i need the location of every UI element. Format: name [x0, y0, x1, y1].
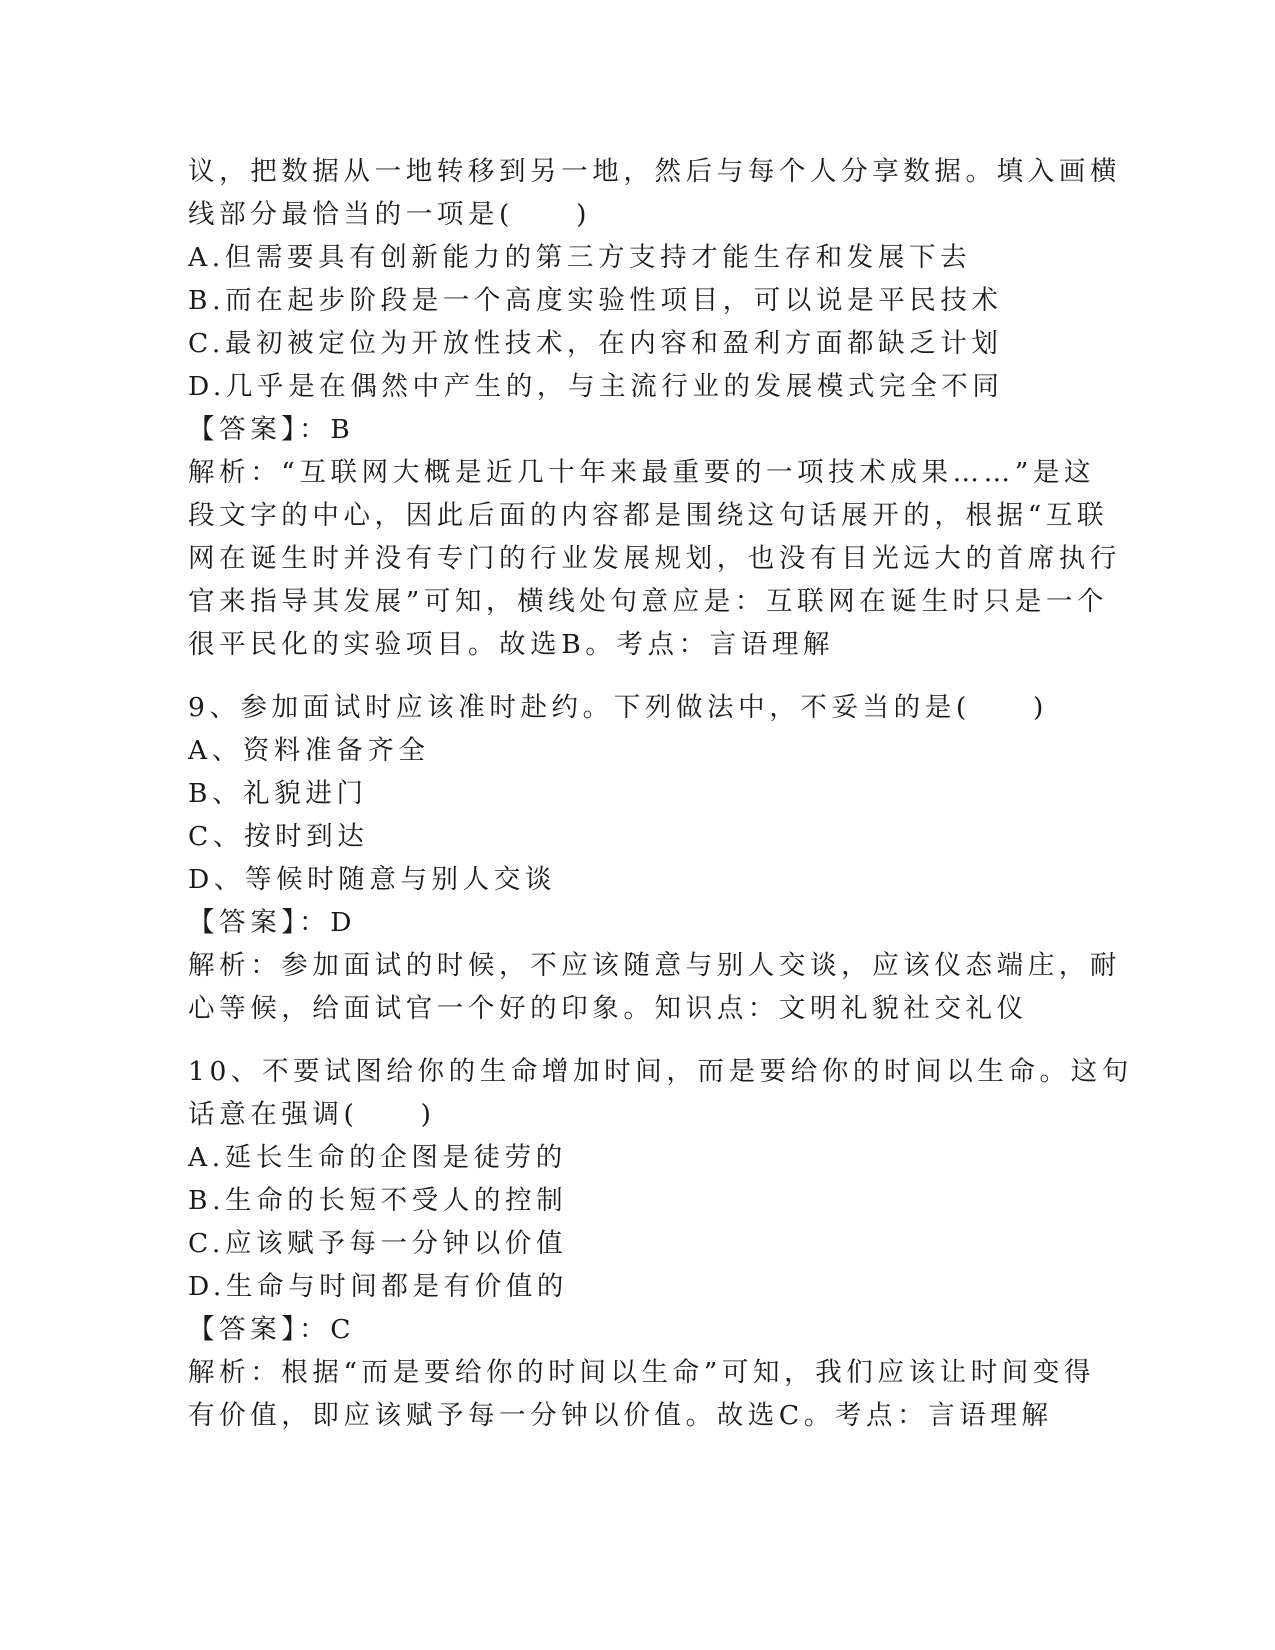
- analysis-line: 心等候，给面试官一个好的印象。知识点：文明礼貌社交礼仪: [188, 993, 1028, 1024]
- option-d: D.几乎是在偶然中产生的，与主流行业的发展模式完全不同: [188, 371, 1004, 402]
- question-stem-line: 话意在强调( ): [188, 1099, 436, 1130]
- answer-line: 【答案】：C: [188, 1314, 356, 1345]
- option-d: D、等候时随意与别人交谈: [188, 864, 556, 895]
- analysis-line: 官来指导其发展”可知，横线处句意应是：互联网在诞生时只是一个: [188, 586, 1109, 617]
- question-stem-line: 议，把数据从一地转移到另一地，然后与每个人分享数据。填入画横: [188, 156, 1121, 187]
- question-10-block: [188, 1050, 1133, 1437]
- option-c: C.最初被定位为开放性技术，在内容和盈利方面都缺乏计划: [188, 328, 1003, 359]
- option-c: C、按时到达: [188, 821, 369, 852]
- answer-line: 【答案】：D: [188, 907, 357, 938]
- question-8-block: [188, 150, 1121, 666]
- question-stem-line: 10、不要试图给你的生命增加时间，而是要给你的时间以生命。这句: [188, 1056, 1133, 1087]
- question-stem-line: 线部分最恰当的一项是( ): [188, 199, 592, 230]
- option-c: C.应该赋予每一分钟以价值: [188, 1228, 568, 1259]
- question-spacer: [188, 1030, 1068, 1050]
- document-page: [188, 150, 1133, 1437]
- analysis-line: 网在诞生时并没有专门的行业发展规划，也没有目光远大的首席执行: [188, 543, 1121, 574]
- analysis-line: 段文字的中心，因此后面的内容都是围绕这句话展开的，根据“互联: [188, 500, 1109, 531]
- analysis-line: 解析：“互联网大概是近几十年来最重要的一项技术成果……”是这: [188, 457, 1096, 488]
- question-stem-line: 9、参加面试时应该准时赴约。下列做法中，不妥当的是( ): [188, 692, 1048, 723]
- option-a: A.但需要具有创新能力的第三方支持才能生存和发展下去: [188, 242, 972, 273]
- option-b: B.生命的长短不受人的控制: [188, 1185, 568, 1216]
- option-a: A、资料准备齐全: [188, 735, 430, 766]
- option-d: D.生命与时间都是有价值的: [188, 1271, 569, 1302]
- analysis-line: 解析：参加面试的时候，不应该随意与别人交谈，应该仪态端庄，耐: [188, 950, 1121, 981]
- question-spacer: [188, 666, 1068, 686]
- analysis-line: 解析：根据“而是要给你的时间以生命”可知，我们应该让时间变得: [188, 1357, 1096, 1388]
- option-b: B.而在起步阶段是一个高度实验性项目，可以说是平民技术: [188, 285, 1003, 316]
- option-b: B、礼貌进门: [188, 778, 368, 809]
- question-9-block: [188, 686, 1121, 1030]
- analysis-line: 很平民化的实验项目。故选B。考点：言语理解: [188, 629, 835, 660]
- answer-line: 【答案】：B: [188, 414, 355, 445]
- analysis-line: 有价值，即应该赋予每一分钟以价值。故选C。考点：言语理解: [188, 1400, 1053, 1431]
- option-a: A.延长生命的企图是徒劳的: [188, 1142, 567, 1173]
